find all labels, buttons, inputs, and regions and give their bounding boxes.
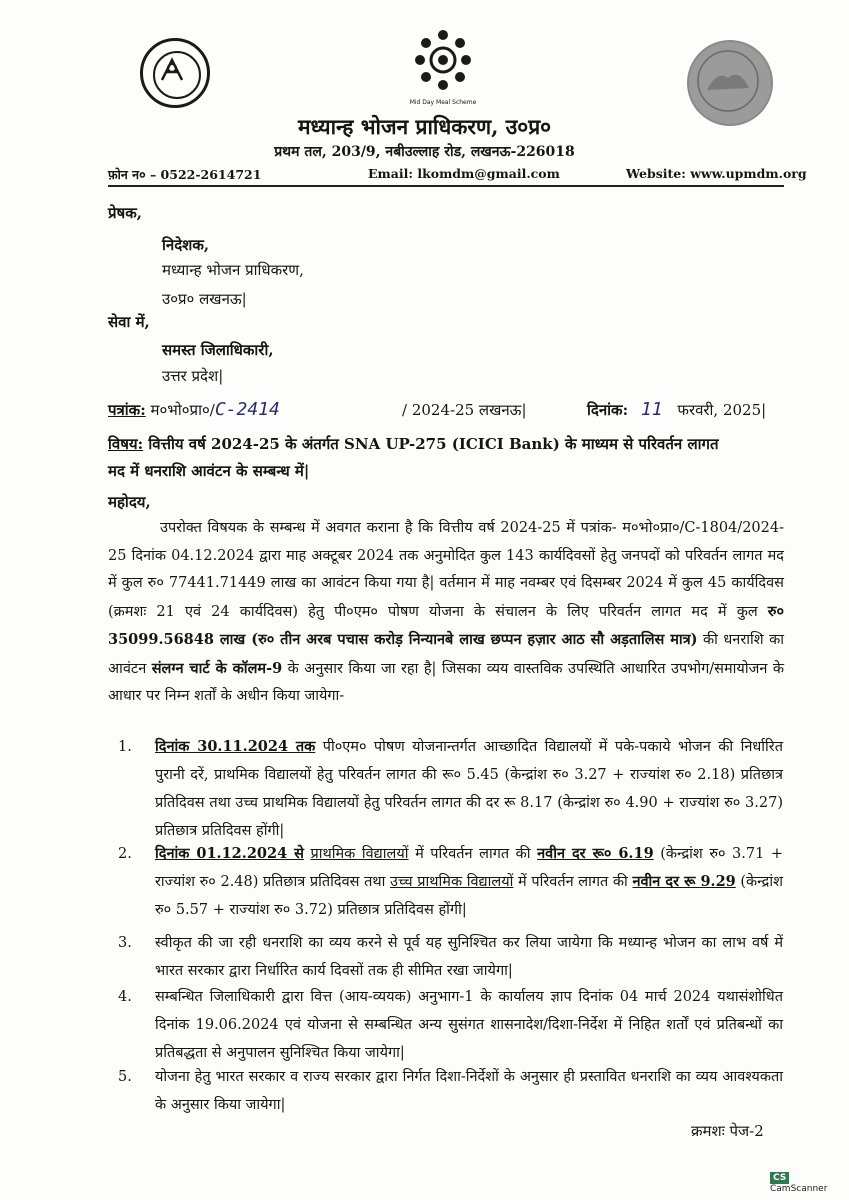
salutation: महोदय, <box>108 493 151 511</box>
sender-designation: निदेशक, <box>162 236 210 254</box>
subject-text-1: वित्तीय वर्ष 2024-25 के अंतर्गत SNA UP-275 (ICICI Bank) के माध्यम से परिवर्तन लागत <box>148 435 719 453</box>
list-item: सम्बन्धित जिलाधिकारी द्वारा वित्त (आय-व्ययक) अनुभाग-1 के कार्यालय ज्ञाप दिनांक 04 मार्च 2024 यथासंशोधित दिनांक 19.06.2024 एवं योजना से सम्बन्धित अन्य सुसंगत शासनादेश/दिशा-निर्देश में निहित शर्तों एवं प्रतिबन्धों का प्रतिबद्धता से अनुपालन सुनिश्चित किया जायेगा| <box>155 989 783 1061</box>
reference-label: पत्रांक: <box>108 401 146 419</box>
amount-bold: रु० 35099.56848 लाख (रु० तीन अरब पचास करोड़ निन्यानबे लाख छप्पन हज़ार आठ सौ अड़तालिस मात्र) <box>108 602 784 648</box>
date-month-year: फरवरी, 2025| <box>677 401 767 419</box>
up-government-seal <box>140 38 210 108</box>
recipient-label: सेवा में, <box>108 313 150 331</box>
body-text-b: की धनराशि का आवंटन <box>108 632 784 677</box>
annexure-reference: संलग्न चार्ट के कॉलम-9 <box>151 659 283 677</box>
camscanner-watermark <box>770 1172 849 1194</box>
item-number: 1. <box>118 739 132 755</box>
reference-prefix: म०भो०प्रा०/ <box>150 401 215 419</box>
item-text: में परिवर्तन लागत की <box>408 846 538 862</box>
body-paragraph <box>108 515 784 711</box>
mdm-logo <box>408 25 478 105</box>
authority-title: मध्यान्ह भोजन प्राधिकरण, उ०प्र० <box>297 114 552 139</box>
item-lead: दिनांक 30.11.2024 तक <box>155 738 316 755</box>
authority-address: प्रथम तल, 203/9, नबीउल्लाह रोड, लखनऊ-226018 <box>274 144 575 160</box>
phone-number: फ़ोन न० – 0522-2614721 <box>108 167 262 182</box>
body-text-c: के अनुसार किया जा रहा है| जिसका व्यय वास्तविक उपस्थिति आधारित उपभोग/समायोजन के आधार पर निम्न शर्तों के अधीन किया जायेगा- <box>108 660 785 704</box>
list-item <box>155 840 783 924</box>
list-item <box>155 733 783 845</box>
recipient-name: समस्त जिलाधिकारी, <box>162 341 274 359</box>
item-number: 5. <box>118 1069 132 1085</box>
item-underlined: उच्च प्राथमिक विद्यालयों <box>390 874 514 890</box>
item-text: (केन्द्रांश रु० 5.57 + राज्यांश रु० 3.72) प्रतिछात्र प्रतिदिवस होंगी| <box>155 874 783 918</box>
camscanner-icon: CS <box>770 1172 789 1184</box>
sender-label: प्रेषक, <box>108 204 142 222</box>
handwritten-letter-number: C-2414 <box>214 399 280 420</box>
subject-label: विषय: <box>108 435 144 453</box>
page-continuation: क्रमशः पेज-2 <box>691 1122 764 1140</box>
date-line <box>587 396 766 424</box>
subject-line-2: मद में धनराशि आवंटन के सम्बन्ध में| <box>108 462 310 480</box>
subject-line-1 <box>108 430 719 458</box>
mdm-logo-caption: Mid Day Meal Scheme <box>409 99 477 106</box>
new-rate-upper-primary: नवीन दर रू 9.29 <box>632 873 736 890</box>
email-address[interactable]: Email: lkomdm@gmail.com <box>368 166 560 181</box>
item-number: 3. <box>118 935 132 951</box>
item-underlined: प्राथमिक विद्यालयों <box>310 846 409 862</box>
sender-city: उ०प्र० लखनऊ| <box>162 290 247 308</box>
new-rate-primary: नवीन दर रू० 6.19 <box>537 845 654 862</box>
item-text: (केन्द्रांश रु० 3.71 + राज्यांश रु० 2.48) प्रतिछात्र प्रतिदिवस तथा <box>155 846 784 890</box>
item-number: 4. <box>118 989 132 1005</box>
reference-line <box>108 396 280 424</box>
reference-suffix: / 2024-25 लखनऊ| <box>402 401 527 419</box>
camscanner-label: CamScanner <box>770 1184 828 1194</box>
item-number: 2. <box>118 846 132 862</box>
website[interactable]: Website: www.upmdm.org <box>626 166 807 181</box>
recipient-state: उत्तर प्रदेश| <box>162 367 224 385</box>
body-text-a: उपरोक्त विषयक के सम्बन्ध में अवगत कराना है कि वित्तीय वर्ष 2024-25 में पत्रांक- म०भो०प्रा०/C-1804/2024-25 दिनांक 04.12.2024 द्वारा माह अक्टूबर 2024 तक अनुमोदित कुल 143 कार्यदिवसों हेतु जनपदों को परिवर्तन लागत मद में कुल रु० 77441.71449 लाख का आवंटन किया गया है| वर्तमान में माह नवम्बर एवं दिसम्बर 2024 में कुल 45 कार्यदिवस (क्रमशः 21 एवं 24 कार्यदिवस) हेतु पी०एम० पोषण योजना के संचालन के लिए परिवर्तन लागत मद में कुल <box>108 520 784 620</box>
date-label: दिनांक: <box>587 401 629 419</box>
list-item: योजना हेतु भारत सरकार व राज्य सरकार द्वारा निर्गत दिशा-निर्देशों के अनुसार ही प्रस्तावित धनराशि का व्यय आवश्यकता के अनुसार किया जायेगा| <box>155 1069 783 1113</box>
sender-office: मध्यान्ह भोजन प्राधिकरण, <box>162 261 304 279</box>
handwritten-day: 11 <box>640 399 663 420</box>
item-lead: दिनांक 01.12.2024 से <box>155 845 304 862</box>
item-text: पी०एम० पोषण योजनान्तर्गत आच्छादित विद्यालयों में पके-पकाये भोजन की निर्धारित पुरानी दरें, प्राथमिक विद्यालयों हेतु परिवर्तन लागत की रू० 5.45 (केन्द्रांश रु० 3.27 + राज्यांश रु० 2.18) प्रतिछात्र प्रतिदिवस तथा उच्च प्राथमिक विद्यालयों हेतु परिवर्तन लागत की दर रू 8.17 (केन्द्रांश रु० 4.90 + राज्यांश रु० 3.27) प्रतिछात्र प्रतिदिवस होंगी| <box>155 739 783 839</box>
list-item: स्वीकृत की जा रही धनराशि का व्यय करने से पूर्व यह सुनिश्चित कर लिया जायेगा कि मध्यान्ह भोजन का लाभ वर्ष में भारत सरकार द्वारा निर्धारित कार्य दिवसों तक ही सीमित रखा जायेगा| <box>155 935 783 979</box>
header-divider <box>108 185 784 187</box>
item-text: में परिवर्तन लागत की <box>513 874 633 890</box>
